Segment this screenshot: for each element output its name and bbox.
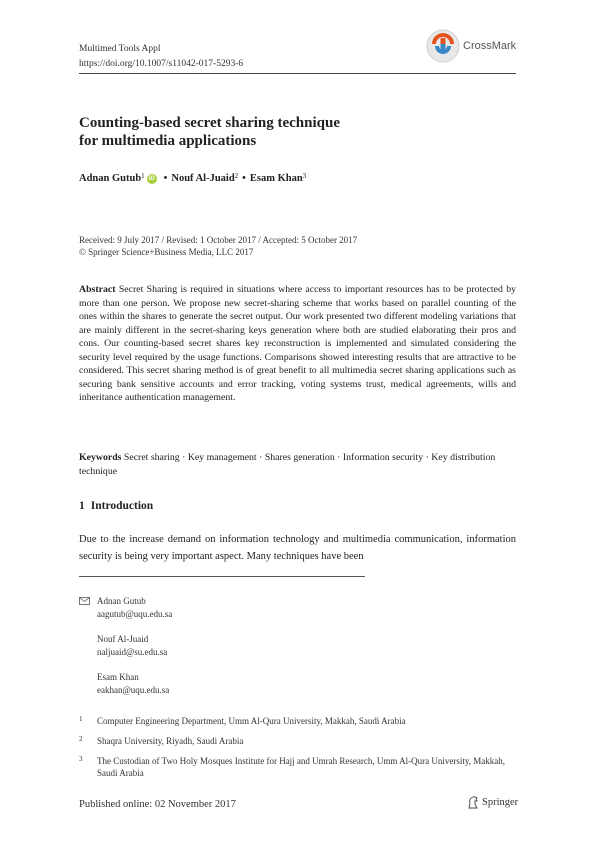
footnote-divider: [79, 576, 365, 577]
title-line-2: for multimedia applications: [79, 133, 257, 149]
author-name[interactable]: Adnan Gutub: [79, 173, 142, 184]
affiliation-item: [79, 755, 516, 779]
contact-email[interactable]: eakhan@uqu.edu.sa: [97, 685, 170, 695]
paper-title: [79, 114, 516, 150]
author-name[interactable]: Esam Khan: [249, 173, 303, 184]
affiliation-item: [79, 715, 516, 727]
affiliation-number: 1: [79, 715, 83, 723]
keywords-label: Keywords: [79, 452, 122, 463]
orcid-icon[interactable]: iD: [148, 176, 155, 182]
contact-entry: [79, 671, 172, 697]
abstract-text: Secret Sharing is required in situations where access to important resources has to be protected by more than one person. We propose new secret-sharing scheme that works based on parallel counting of the ones within the shares to generate the secret output. Our work presented two different modeling variations that are mainly different in the secret-sharing keys generation where both are studied elaborating their pros and cons. Our counting-based secret shares key reconstruction is implemented and simulated considering the security level required by the usage functions. Comparisons showed interesting results that are attractive to be considered. This secret sharing method is of great benefit to all multimedia secret sharing applications such as securing bank sensitive accounts and error tracking, voting systems trust, medical agreements, wills and inheritance authentication management.: [79, 284, 516, 403]
contact-email[interactable]: naljuaid@su.edu.sa: [97, 647, 168, 657]
header-divider: [79, 73, 516, 74]
affiliation-text: Computer Engineering Department, Umm Al-Qura University, Makkah, Saudi Arabia: [97, 716, 406, 726]
journal-name: Multimed Tools Appl: [79, 44, 161, 54]
crossmark-label: CrossMark: [463, 40, 517, 52]
author-contacts: [79, 595, 172, 709]
section-number: 1: [79, 500, 85, 512]
crossmark-icon: [426, 29, 460, 63]
abstract: [79, 283, 516, 405]
contact-email[interactable]: aagutub@uqu.edu.sa: [97, 609, 173, 619]
affiliations: [79, 715, 516, 787]
author-list: [79, 173, 306, 184]
publisher-name: Springer: [482, 797, 519, 808]
author-affiliation-ref: 3: [302, 172, 307, 180]
affiliation-number: 2: [79, 735, 83, 743]
keywords: [79, 451, 516, 478]
intro-paragraph: Due to the increase demand on information technology and multimedia communication, information security is being very important aspect. Many techniques have been: [79, 534, 516, 562]
contact-entry: [79, 595, 172, 621]
contact-name: Nouf Al-Juaid: [97, 634, 149, 644]
article-history: [79, 234, 357, 258]
springer-horse-icon: [467, 796, 479, 809]
publisher-logo[interactable]: [467, 796, 518, 809]
keywords-text: Secret sharing · Key management · Shares generation · Information security · Key distribution technique: [79, 452, 496, 477]
author-affiliation-ref: 2: [234, 172, 239, 180]
affiliation-item: [79, 735, 516, 747]
copyright-line: © Springer Science+Business Media, LLC 2017: [79, 247, 254, 257]
published-date: Published online: 02 November 2017: [79, 799, 236, 810]
crossmark-badge[interactable]: [426, 29, 516, 63]
history-dates: Received: 9 July 2017 / Revised: 1 October 2017 / Accepted: 5 October 2017: [79, 235, 358, 245]
doi-link[interactable]: https://doi.org/10.1007/s11042-017-5293-6: [79, 59, 244, 69]
contact-entry: [79, 633, 172, 659]
contact-name: Esam Khan: [97, 672, 139, 682]
author-name[interactable]: Nouf Al-Juaid: [171, 173, 235, 184]
section-heading: [79, 500, 153, 512]
author-separator: •: [163, 173, 168, 184]
affiliation-text: The Custodian of Two Holy Mosques Institute for Hajj and Umrah Research, Umm Al-Qura University, Makkah, Saudi Arabia: [97, 756, 506, 778]
affiliation-text: Shaqra University, Riyadh, Saudi Arabia: [97, 736, 244, 746]
affiliation-number: 3: [79, 755, 83, 763]
section-title: Introduction: [90, 500, 154, 512]
journal-header: [79, 42, 243, 72]
author-affiliation-ref: 1: [141, 172, 145, 180]
title-line-1: Counting-based secret sharing technique: [79, 115, 340, 131]
abstract-label: Abstract: [79, 284, 116, 295]
contact-name: Adnan Gutub: [97, 596, 146, 606]
envelope-icon: [79, 597, 90, 605]
author-separator: •: [242, 173, 246, 184]
